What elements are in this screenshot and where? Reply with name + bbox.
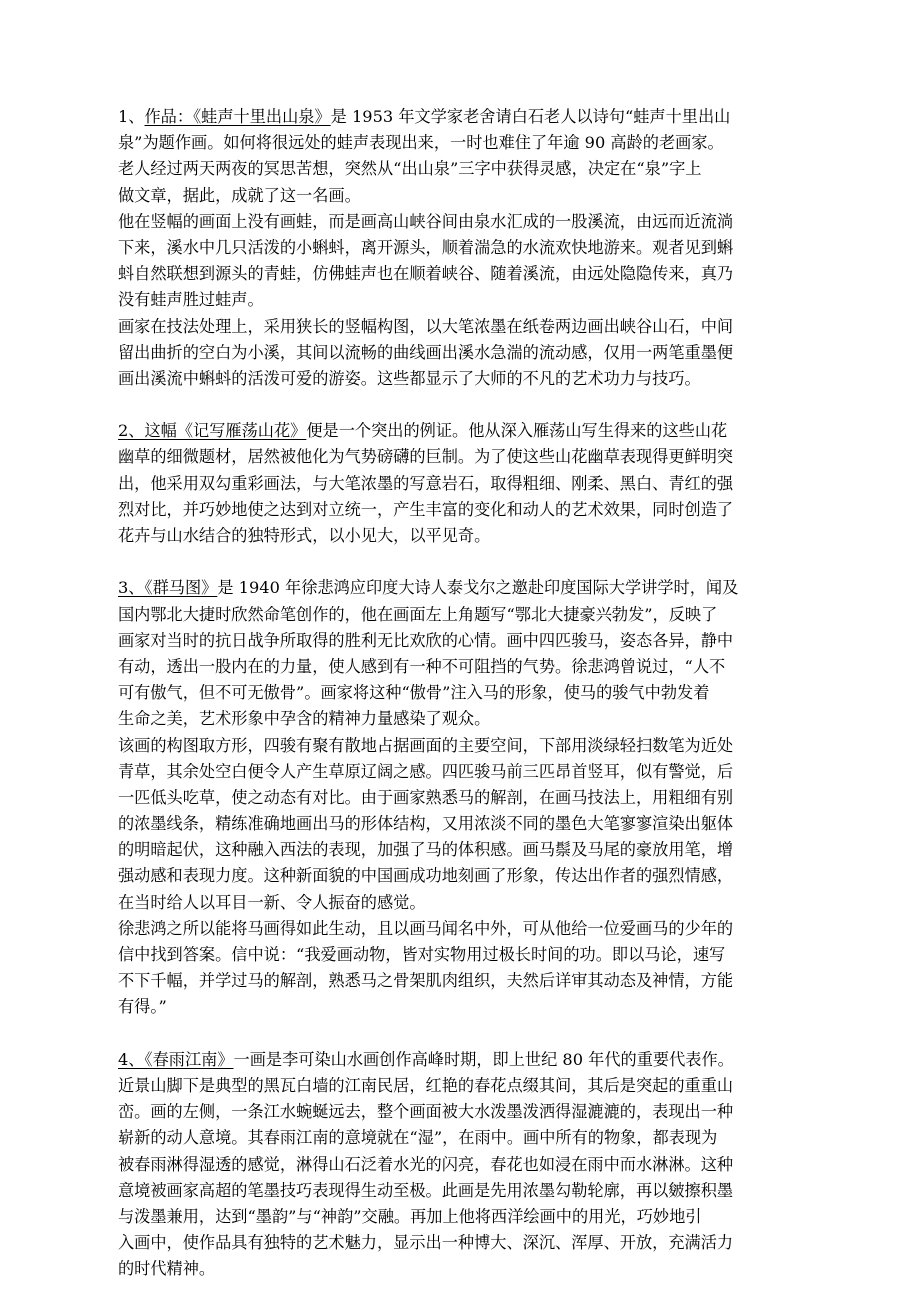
section-4-number: 4、: [118, 1049, 145, 1069]
text-line: 峦。画的左侧，一条江水蜿蜒远去，整个画面被大水泼墨泼洒得湿漉漉的，表现出一种: [118, 1102, 734, 1122]
text-line: 生命之美，艺术形象中孕含的精神力量感染了观众。: [118, 709, 491, 729]
section-2-line-1: 2、这幅《记写雁荡山花》便是一个突出的例证。他从深入雁荡山写生得来的这些山花: [118, 421, 728, 441]
text-line: 他在竖幅的画面上没有画蛙，而是画高山峡谷间由泉水汇成的一股溪流，由远而近流淌: [118, 211, 734, 231]
text-line: 青草，其余处空白便令人产生草原辽阔之感。四匹骏马前三匹昂首竖耳，似有警觉，后: [118, 761, 734, 781]
text-line: 一匹低头吃草，使之动态有对比。由于画家熟悉马的解剖，在画马技法上，用粗细有别: [118, 787, 734, 807]
text-line: 的明暗起伏，这种融入西法的表现，加强了马的体积感。画马鬃及马尾的豪放用笔，增: [118, 840, 734, 860]
section-4-line-1: 4、《春雨江南》一画是李可染山水画创作高峰时期，即上世纪 80 年代的重要代表作。: [118, 1049, 734, 1069]
section-2-number: 2、: [118, 421, 145, 441]
text-line: 强动感和表现力度。这种新面貌的中国画成功地刻画了形象，传达出作者的强烈情感，: [118, 866, 734, 886]
section-1-line-1: 1、作品：《蛙声十里出山泉》是 1953 年文学家老舍请白石老人以诗句“蛙声十里出山: [118, 107, 731, 126]
section-4-heading: [118, 1050, 234, 1069]
section-3-title: 《群马图》: [144, 578, 218, 598]
text-line: 与泼墨兼用，达到“墨韵”与“神韵”交融。再加上他将西洋绘画中的用光，巧妙地引: [118, 1206, 702, 1226]
section-1: [118, 104, 818, 392]
section-3: [118, 575, 818, 1020]
text-line: 画家对当时的抗日战争所取得的胜利无比欢欣的心情。画中四匹骏马，姿态各异，静中: [118, 630, 734, 650]
section-1-number: 1、: [118, 107, 145, 126]
paragraph-gap: [118, 392, 818, 418]
text-line: 不下千幅，并学过马的解剖，熟悉马之骨架肌肉组织，夫然后详审其动态及神情，方能: [118, 971, 734, 991]
section-2-heading: [118, 421, 306, 440]
text-line: 画出溪流中蝌蚪的活泼可爱的游姿。这些都显示了大师的不凡的艺术功力与技巧。: [118, 368, 701, 388]
text-line: 被春雨淋得湿透的感觉，淋得山石泛着水光的闪亮，春花也如浸在雨中而水淋淋。这种: [118, 1154, 734, 1174]
text-line: 的浓墨线条，精练准确地画出马的形体结构，又用浓淡不同的墨色大笔寥寥渲染出躯体: [118, 814, 734, 834]
text-line: 崭新的动人意境。其春雨江南的意境就在“湿”，在雨中。画中所有的物象，都表现为: [118, 1128, 718, 1148]
paragraph-gap: [118, 549, 818, 575]
text-line: 烈对比，并巧妙地使之达到对立统一，产生丰富的变化和动人的艺术效果，同时创造了: [118, 499, 734, 519]
text-line: 泉”为题作画。如何将很远处的蛙声表现出来，一时也难住了年逾 90 高龄的老画家。: [118, 133, 724, 153]
text-line: 出，他采用双勾重彩画法，与大笔浓墨的写意岩石，取得粗细、刚柔、黑白、青红的强: [118, 473, 734, 493]
text-line: 做文章，据此，成就了这一名画。: [118, 185, 361, 205]
text-line: 蚪自然联想到源头的青蛙，仿佛蛙声也在顺着峡谷、随着溪流，由远处隐隐传来，真乃: [118, 264, 734, 284]
text-line: 幽草的细微题材，居然被他化为气势磅礴的巨制。为了使这些山花幽草表现得更鲜明突: [118, 447, 734, 467]
section-4: [118, 1047, 818, 1283]
text-line: 近景山脚下是典型的黑瓦白墙的江南民居，红艳的春花点缀其间，其后是突起的重重山: [118, 1075, 734, 1095]
text-line: 意境被画家高超的笔墨技巧表现得生动至极。此画是先用浓墨勾勒轮廓，再以皴擦积墨: [118, 1180, 734, 1200]
text-line: 有动，透出一股内在的力量，使人感到有一种不可阻挡的气势。徐悲鸿曾说过，“人不: [118, 656, 726, 676]
text-line: 在当时给人以耳目一新、令人振奋的感觉。: [118, 892, 426, 912]
text-line: 下来，溪水中几只活泼的小蝌蚪，离开源头，顺着湍急的水流欢快地游来。观者见到蝌: [118, 237, 734, 257]
text-line: 的时代精神。: [118, 1259, 216, 1279]
text-line: 该画的构图取方形，四骏有聚有散地占据画面的主要空间，下部用淡绿轻扫数笔为近处: [118, 735, 734, 755]
section-2-title: 这幅《记写雁荡山花》: [144, 421, 307, 441]
section-2: [118, 418, 818, 549]
text-line: 入画中，使作品具有独特的艺术魅力，显示出一种博大、深沉、浑厚、开放，充满活力: [118, 1233, 734, 1253]
text-line: 画家在技法处理上，采用狭长的竖幅构图，以大笔浓墨在纸卷两边画出峡谷山石，中间: [118, 316, 734, 336]
text-line: 国内鄂北大捷时欣然命笔创作的，他在画面左上角题写“鄂北大捷豪兴勃发”，反映了: [118, 604, 718, 624]
section-3-heading: [118, 578, 217, 597]
text-line: 有得。”: [118, 997, 167, 1017]
text-line: 没有蛙声胜过蛙声。: [118, 290, 264, 310]
section-1-title: 作品：《蛙声十里出山泉》: [144, 107, 331, 126]
section-3-number: 3、: [118, 578, 145, 598]
text-line: 花卉与山水结合的独特形式，以小见大，以平见奇。: [118, 526, 491, 545]
section-4-title: 《春雨江南》: [144, 1049, 234, 1069]
paragraph-gap: [118, 1021, 818, 1047]
text-line: 老人经过两天两夜的冥思苦想，突然从“出山泉”三字中获得灵感，决定在“泉”字上: [118, 159, 702, 179]
text-line: 信中找到答案。信中说：“我爱画动物，皆对实物用过极长时间的功。即以马论，速写: [118, 945, 726, 964]
document-body: [118, 104, 818, 1282]
text-line: 徐悲鸿之所以能将马画得如此生动，且以画马闻名中外，可从他给一位爱画马的少年的: [118, 918, 734, 938]
text-line: 可有傲气，但不可无傲骨”。画家将这种“傲骨”注入马的形象，使马的骏气中勃发着: [118, 683, 710, 703]
section-3-line-1: 3、《群马图》是 1940 年徐悲鸿应印度大诗人泰戈尔之邀赴印度国际大学讲学时，闻及: [118, 578, 739, 598]
text-line: 留出曲折的空白为小溪，其间以流畅的曲线画出溪水急湍的流动感，仅用一两笔重墨便: [118, 342, 734, 362]
